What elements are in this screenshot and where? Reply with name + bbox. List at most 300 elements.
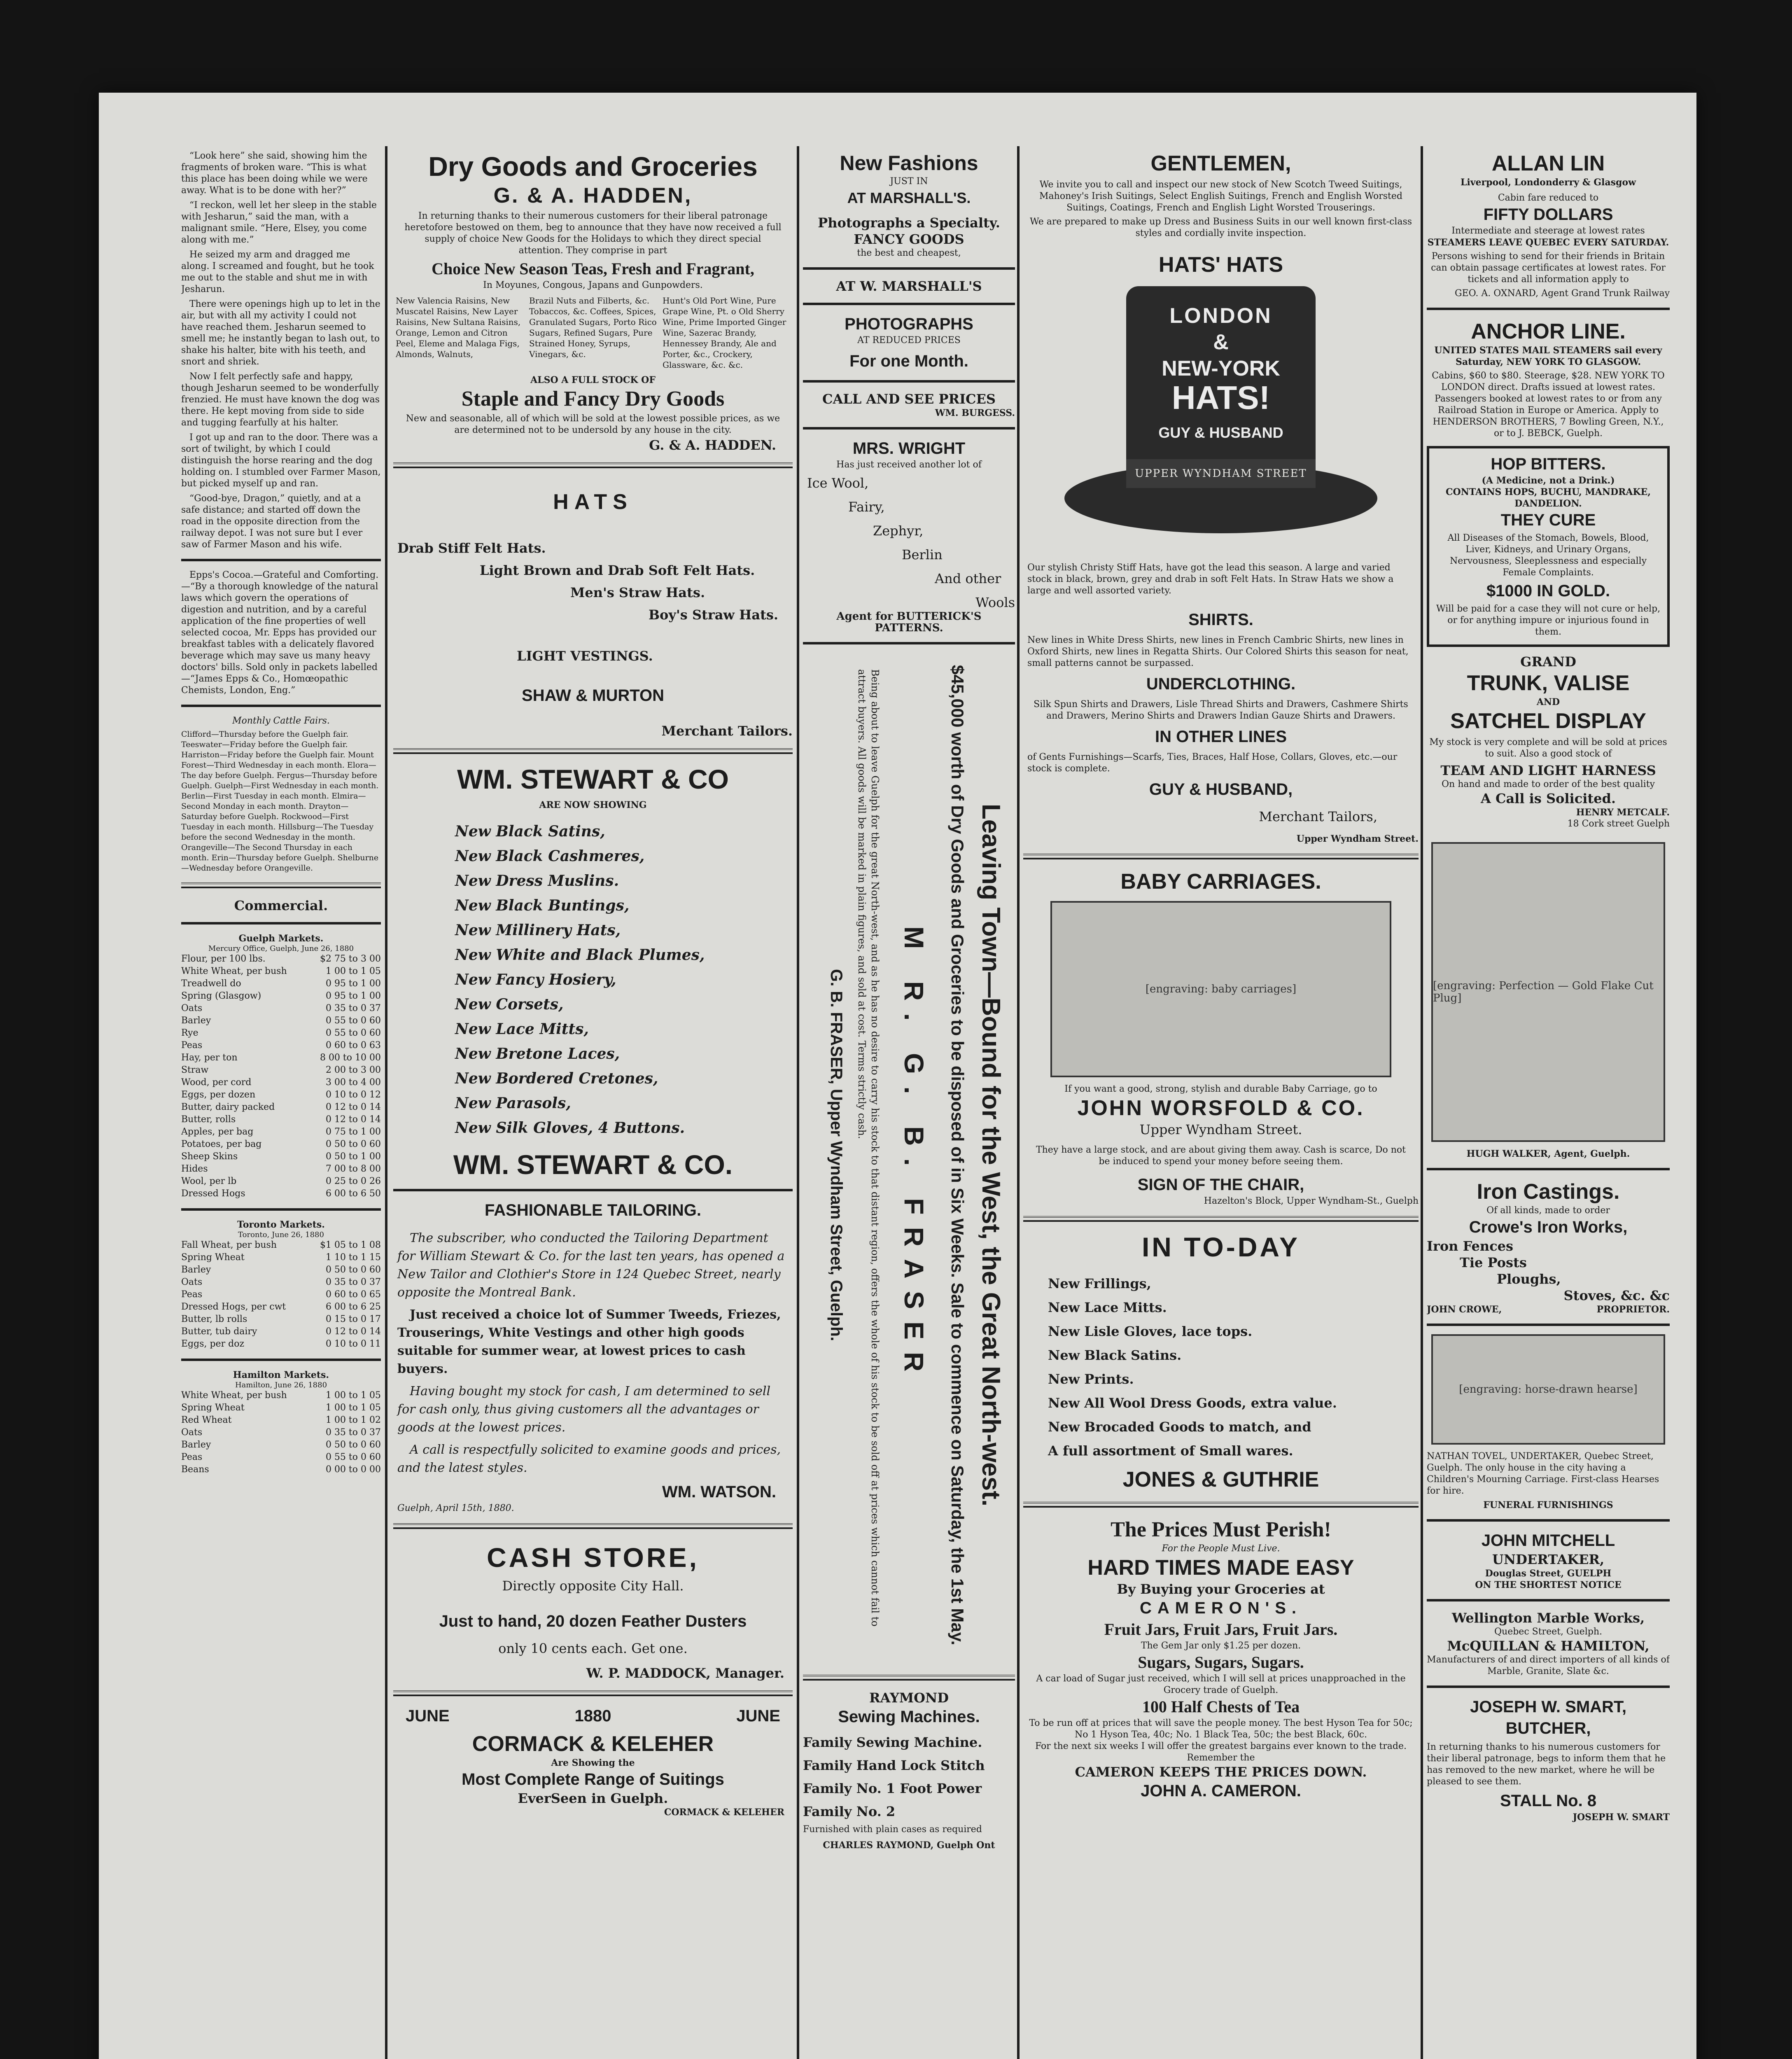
one-month: For one Month. [849, 352, 968, 370]
stewart-item: New Bordered Cretones, [455, 1070, 658, 1087]
market-item: Hides [181, 1164, 208, 1174]
market-row [181, 1002, 381, 1015]
market-price: 0 25 to 0 26 [325, 1176, 381, 1186]
tea-sub2: For the next six weeks I will offer the greatest bargains ever known to the trade. Remember the [1035, 1741, 1407, 1763]
hadden-name: G. & A. HADDEN, [493, 184, 693, 208]
column-rule [797, 146, 799, 2059]
market-row [181, 1464, 381, 1476]
market-row [181, 1101, 381, 1114]
story-paragraph: There were openings high up to let in the air, but with all my activity I could not have reached them. Jesharun seemed to smell me; he instantly began to lash out, to shake his halter, bite with his teeth, and snort and shriek. [181, 299, 380, 367]
harness: TEAM AND LIGHT HARNESS [1440, 763, 1656, 778]
gentlemen-title: GENTLEMEN, [1150, 152, 1291, 175]
fancy-goods: FANCY GOODS [854, 231, 964, 247]
cameron-keeps: CAMERON KEEPS THE PRICES DOWN. [1075, 1764, 1367, 1780]
hearse-illustration: [engraving: horse-drawn hearse] [1431, 1334, 1665, 1445]
sewing-item: Family No. 2 [803, 1804, 896, 1819]
harness-paragraph: On hand and made to order of the best quality [1442, 779, 1655, 789]
june-left: JUNE [406, 1707, 450, 1725]
market-price: 1 00 to 1 05 [325, 966, 381, 976]
cash-store-sub: Directly opposite City Hall. [502, 1578, 684, 1594]
market-item: White Wheat, per bush [181, 966, 287, 976]
market-price: $2 75 to 3 00 [320, 954, 381, 964]
market-item: Spring (Glasgow) [181, 991, 261, 1001]
raymond-signature: CHARLES RAYMOND, Guelph Ont [823, 1840, 995, 1851]
mcquillan: McQUILLAN & HAMILTON, [1447, 1638, 1650, 1654]
reduced: AT REDUCED PRICES [857, 335, 961, 346]
grand: GRAND [1520, 654, 1576, 670]
divider [1427, 1599, 1670, 1601]
commercial-heading: Commercial. [234, 898, 328, 913]
tailoring-p2: Just received a choice lot of Summer Tweeds, Friezes, Trouserings, White Vestings and other high goods suitable for summer wear, at lowest prices to cash buyers. [397, 1307, 781, 1376]
mitchell-sub: UNDERTAKER, [1492, 1552, 1605, 1567]
crowe-row [1427, 1304, 1670, 1315]
market-row [181, 1188, 381, 1200]
market-item: Wood, per cord [181, 1077, 252, 1088]
market-item: Butter, lb rolls [181, 1314, 247, 1324]
toronto-markets-date: Toronto, June 26, 1880 [238, 1230, 324, 1239]
divider [181, 922, 381, 924]
market-item: Peas [181, 1040, 203, 1051]
underclothing-title: UNDERCLOTHING. [1146, 675, 1296, 693]
toronto-markets-title: Toronto Markets. [237, 1219, 325, 1230]
story-paragraph: He seized my arm and dragged me along. I screamed and fought, but he took me out to the stable and shut me in with Jesharun. [181, 250, 374, 294]
market-row [181, 1175, 381, 1188]
market-price: 0 12 to 0 14 [325, 1102, 381, 1112]
hadden-staple-sub: New and seasonable, all of which will be sold at the lowest possible prices, as we are determined not to be undersold by any house in the city. [406, 413, 780, 435]
column-rule [385, 146, 387, 2059]
cash-store-title: CASH STORE, [487, 1542, 699, 1573]
wright-item: Wools [975, 595, 1015, 610]
divider [1023, 854, 1419, 859]
guelph-markets-table [181, 953, 381, 1200]
divider [1427, 1519, 1670, 1522]
anchor-line: ANCHOR LINE. [1471, 320, 1626, 343]
market-item: Barley [181, 1440, 211, 1450]
divider [803, 303, 1015, 305]
iron-castings: Iron Castings. [1477, 1180, 1620, 1204]
market-item: Treadwell do [181, 978, 241, 989]
sewing-item: Family Sewing Machine. [803, 1735, 982, 1750]
hadden-signature: G. & A. HADDEN. [649, 437, 776, 453]
story-paragraph: “Good-bye, Dragon,” quietly, and at a safe distance; and started off down the road in the opposite direction from the railway depot. I was not sure but I ever saw of Farmer Mason and his wife. [181, 493, 363, 550]
anchor-sub: UNITED STATES MAIL STEAMERS sail every Saturday, NEW YORK TO GLASGOW. [1434, 345, 1662, 367]
market-price: 0 95 to 1 00 [325, 991, 381, 1001]
tailoring-p1: The subscriber, who conducted the Tailoring Department for William Stewart & Co. for the last ten years, has opened a New Tailor and Clothier's Store in 124 Quebec Street, nearly opposite the Montreal Bank. [397, 1231, 785, 1300]
market-price: 8 00 to 10 00 [320, 1053, 381, 1063]
metcalf-address: 18 Cork street Guelph [1567, 819, 1670, 829]
hat-line: LONDON [1169, 304, 1272, 328]
hop-sub: (A Medicine, not a Drink.) [1482, 475, 1615, 486]
market-price: 0 12 to 0 14 [325, 1114, 381, 1125]
divider [393, 1189, 793, 1191]
market-row [181, 1402, 381, 1414]
market-row [181, 1313, 381, 1326]
market-row [181, 1126, 381, 1138]
john-cameron: JOHN A. CAMERON. [1141, 1782, 1301, 1800]
allan-sub: Liverpool, Londonderry & Glasgow [1460, 177, 1636, 188]
worsfold: JOHN WORSFOLD & CO. [1077, 1096, 1365, 1120]
cash-store-line2: only 10 cents each. Get one. [498, 1641, 688, 1656]
allan-paragraph: Persons wishing to send for their friends in Britain can obtain passage certificates at lowest rates. For tickets and all information apply to [1431, 251, 1666, 285]
wellington-marble: Wellington Marble Works, [1451, 1610, 1645, 1626]
guy-sub: Merchant Tailors, [1259, 809, 1377, 824]
sugars-sub: A car load of Sugar just received, which I will sell at prices unapproached in the Grocery trade of Guelph. [1036, 1674, 1406, 1695]
tailoring-p3: Having bought my stock for cash, I am determined to sell for cash only, thus giving customers all the advantages or goods at the lowest prices. [397, 1384, 771, 1435]
market-item: Dressed Hogs, per cwt [181, 1302, 286, 1312]
market-item: Butter, dairy packed [181, 1102, 275, 1112]
hat-band-street: UPPER WYNDHAM STREET [1126, 459, 1316, 488]
today-item: A full assortment of Small wares. [1048, 1443, 1293, 1459]
epps-cocoa-notice: Epps's Cocoa.—Grateful and Comforting.—“By a thorough knowledge of the natural laws which govern the operations of digestion and nutrition, and by a careful application of the fine properties of well selected cocoa, Mr. Epps has provided our breakfast tables with a delicately flavored beverage which may save us many heavy doctors' bills. Sold only in packets labelled—“James Epps & Co., Homœopathic Chemists, London, Eng.” [181, 570, 379, 696]
market-item: Spring Wheat [181, 1252, 245, 1263]
raymond: RAYMOND [869, 1690, 949, 1706]
fruit-jars: Fruit Jars, Fruit Jars, Fruit Jars. [1104, 1620, 1338, 1639]
iron-sub: Of all kinds, made to order [1486, 1205, 1610, 1216]
marshall: AT MARSHALL'S. [847, 189, 971, 206]
wright-item: Ice Wool, [807, 475, 869, 491]
fashions-title: New Fashions [840, 152, 978, 175]
market-row [181, 1076, 381, 1089]
market-price: 2 00 to 3 00 [325, 1065, 381, 1075]
market-item: Eggs, per doz [181, 1339, 245, 1349]
hop-paragraph2: Will be paid for a case they will not cure or help, or for anything impure or injurious found in them. [1436, 604, 1661, 637]
hats-line: Boy's Straw Hats. [649, 607, 779, 623]
hadden-goods-col: Brazil Nuts and Filberts, &c. Tobaccos, &c. Coffees, Spices, Granulated Sugars, Porto Rico Sugars, Refined Sugars, Pure Strained Honey, Syrups, Vinegars, &c. [529, 296, 657, 359]
market-row [181, 1338, 381, 1350]
stewart-showing: ARE NOW SHOWING [539, 800, 647, 810]
market-price: 1 00 to 1 05 [325, 1403, 381, 1413]
mitchell-address: Douglas Street, GUELPH [1485, 1568, 1612, 1579]
fraser-rotated [826, 653, 1007, 1657]
market-item: White Wheat, per bush [181, 1390, 287, 1401]
shirts-paragraph: New lines in White Dress Shirts, new lines in French Cambric Shirts, new lines in Oxford Shirts, new lines in Regatta Shirts. Our Colored Shirts this season for neat, small patterns cannot be surpassed. [1027, 635, 1409, 668]
market-price: 0 00 to 0 00 [325, 1464, 381, 1475]
hat-band-name: GUY & HUSBAND [1158, 424, 1283, 441]
hats-hats: HATS' HATS [1158, 253, 1283, 277]
divider [1023, 1216, 1419, 1222]
hop-bitters: HOP BITTERS. [1491, 455, 1606, 473]
market-item: Wool, per lb [181, 1176, 237, 1186]
satchel-paragraph: My stock is very complete and will be sold at prices to suit. Also a good stock of [1429, 737, 1667, 759]
john-crowe: JOHN CROWE, [1427, 1304, 1502, 1315]
toronto-markets-table [181, 1239, 381, 1350]
smart-paragraph: In returning thanks to his numerous customers for their liberal patronage, begs to inform them that he has removed to the new market, where he will be pleased to see them. [1427, 1742, 1666, 1787]
market-item: Oats [181, 1277, 203, 1287]
divider [181, 705, 381, 707]
fraser-ad [803, 653, 1015, 1666]
column-fashions [803, 150, 1015, 2059]
market-row [181, 1151, 381, 1163]
metcalf: HENRY METCALF. [1576, 807, 1670, 818]
market-item: Peas [181, 1452, 203, 1462]
mcquillan-sub: Manufacturers of and direct importers of all kinds of Marble, Granite, Slate &c. [1427, 1655, 1670, 1676]
market-item: Oats [181, 1003, 203, 1013]
stoves: Stoves, &c. &c [1563, 1288, 1670, 1303]
stewart-item: New Black Cashmeres, [455, 847, 645, 865]
john-mitchell: JOHN MITCHELL [1481, 1531, 1615, 1550]
market-item: Spring Wheat [181, 1403, 245, 1413]
market-price: 6 00 to 6 50 [325, 1188, 381, 1199]
burgess: WM. BURGESS. [935, 408, 1015, 418]
market-price: 0 55 to 0 60 [325, 1452, 381, 1462]
market-item: Dressed Hogs [181, 1188, 245, 1199]
hadden-goods-col: Hunt's Old Port Wine, Pure Grape Wine, Pt. o Old Sherry Wine, Prime Imported Ginger Wine, Sazerac Brandy, Hennessey Brandy, Ale and Porter, &c., Crockery, Glassware, &c. &c. [663, 296, 786, 370]
hats-line: Men's Straw Hats. [570, 585, 705, 600]
market-price: 0 15 to 0 17 [325, 1314, 381, 1324]
cormack-signature: CORMACK & KELEHER [664, 1807, 784, 1818]
market-price: 0 35 to 0 37 [325, 1003, 381, 1013]
hat-line: NEW-YORK [1162, 357, 1280, 381]
hadden-teas-sub: In Moyunes, Congous, Japans and Gunpowders. [483, 280, 703, 290]
gentlemen-p1: We invite you to call and inspect our new stock of New Scotch Tweed Suitings, Mahoney's Irish Suitings, Select English Suitings, French and English Worsted Suitings, Coatings, French and English Light Worsted Trouserings. [1039, 180, 1402, 213]
market-price: 0 50 to 0 60 [325, 1265, 381, 1275]
market-item: Fall Wheat, per bush [181, 1240, 277, 1250]
stewart-item: New Corsets, [455, 996, 564, 1013]
column-dry-goods [393, 150, 793, 2059]
market-row [181, 1064, 381, 1076]
allan-inter: Intermediate and steerage at lowest rates [1451, 226, 1645, 236]
divider [1427, 1168, 1670, 1170]
hadden-goods [396, 295, 790, 370]
market-row [181, 1027, 381, 1039]
market-row [181, 1439, 381, 1451]
wellington-sub: Quebec Street, Guelph. [1494, 1627, 1602, 1637]
market-item: Potatoes, per bag [181, 1139, 262, 1149]
sewing-machines: Sewing Machines. [838, 1708, 980, 1726]
stewart-title-2: WM. STEWART & CO. [453, 1149, 733, 1180]
hats-title: HATS [553, 490, 633, 514]
wmarshall: AT W. MARSHALL'S [836, 278, 982, 294]
hat-line: HATS! [1171, 379, 1270, 416]
baby-carriages-illustration: [engraving: baby carriages] [1050, 901, 1391, 1077]
divider [393, 1523, 793, 1529]
market-row [181, 953, 381, 965]
market-price: 0 60 to 0 65 [325, 1289, 381, 1300]
wright-item: Berlin [902, 547, 943, 563]
tie-posts: Tie Posts [1460, 1255, 1527, 1270]
today-item: New Lace Mitts. [1048, 1300, 1167, 1315]
sign-of-chair: SIGN OF THE CHAIR, [1137, 1176, 1304, 1194]
crowe-iron-works: Crowe's Iron Works, [1469, 1218, 1628, 1236]
today-item: New All Wool Dress Goods, extra value. [1048, 1395, 1337, 1411]
hamilton-markets-table [181, 1389, 381, 1476]
cormack-sub: Are Showing the [551, 1758, 635, 1768]
market-row [181, 1138, 381, 1151]
watson-signature: WM. WATSON. [662, 1483, 776, 1501]
market-item: Straw [181, 1065, 209, 1075]
market-row [181, 1251, 381, 1264]
market-item: Red Wheat [181, 1415, 232, 1425]
allan-cabin: Cabin fare reduced to [1498, 193, 1599, 203]
stewart-item: New Fancy Hosiery, [455, 971, 616, 988]
fraser-signature: G. B. FRASER, Upper Wyndham Street, Guelph. [827, 969, 845, 1341]
divider [803, 1675, 1015, 1681]
story-paragraph: I got up and ran to the door. There was a sort of twilight, by which I could distinguish the horse rearing and the dog holding on. I stumbled over Farmer Mason, but picked myself up and ran. [181, 432, 381, 489]
hadden-teas: Choice New Season Teas, Fresh and Fragrant, [432, 259, 754, 278]
butterick: Agent for BUTTERICK'S PATTERNS. [836, 610, 982, 634]
market-price: 0 35 to 0 37 [325, 1427, 381, 1438]
tailoring-p4: A call is respectfully solicited to examine goods and prices, and the latest styles. [397, 1443, 781, 1475]
market-price: 7 00 to 8 00 [325, 1164, 381, 1174]
today-item: New Lisle Gloves, lace tops. [1048, 1324, 1253, 1339]
column-gentlemen [1023, 150, 1419, 2059]
market-price: 1 00 to 1 02 [325, 1415, 381, 1425]
hop-gold: $1000 IN GOLD. [1486, 582, 1610, 600]
cormack-title: CORMACK & KELEHER [472, 1732, 714, 1756]
sewing-item: Family Hand Lock Stitch [803, 1758, 985, 1773]
hamilton-markets-title: Hamilton Markets. [233, 1370, 329, 1380]
call-solicited: A Call is Solicited. [1481, 791, 1616, 806]
buying-line: By Buying your Groceries at [1117, 1581, 1325, 1597]
hats-line: Drab Stiff Felt Hats. [397, 540, 546, 556]
divider [803, 380, 1015, 383]
tailoring-title: FASHIONABLE TAILORING. [485, 1201, 701, 1219]
hats-line: Light Brown and Drab Soft Felt Hats. [480, 563, 755, 578]
divider [1427, 1685, 1670, 1688]
stewart-item: New Millinery Hats, [455, 922, 621, 939]
market-price: 0 55 to 0 60 [325, 1028, 381, 1038]
fairs-list: Clifford—Thursday before the Guelph fair. Teeswater—Friday before the Guelph fair. Harriston—Friday before the Guelph fair. Mount Forest—Third Wednesday in each month. Elora—The day before Guelph. Fergus—Thursday before Guelph. Guelph—First Wednesday in each month. Berlin—First Tuesday in each month. Elmira—Second Monday in each month. Drayton—Saturday before Guelph. Rockwood—First Tuesday in each month. Hillsburg—The Tuesday before the second Wednesday in the month. Orangeville—The Second Thursday in each month. Erin—Thursday before Guelph. Shelburne—Wednesday before Orangeville. [181, 730, 379, 873]
butcher: BUTCHER, [1505, 1719, 1591, 1737]
hat-line: & [1213, 330, 1229, 354]
divider [1427, 1324, 1670, 1326]
guelph-markets-title: Guelph Markets. [238, 933, 324, 944]
proprietor: PROPRIETOR. [1596, 1304, 1670, 1315]
wright-sub: Has just received another lot of [836, 460, 982, 470]
anchor-paragraph: Cabins, $60 to $80. Steerage, $28. NEW YORK TO LONDON direct. Drafts issued at lowest rates. Passengers booked at lowest rates to or from any Railroad Station in Europe or America. Apply to HENDERSON BROTHERS, 7 Bowling Green, N.Y., or to J. BEBCK, Guelph. [1432, 371, 1665, 439]
stewart-item: New Dress Muslins. [455, 872, 619, 889]
newspaper-page [99, 93, 1696, 2059]
market-price: 0 12 to 0 14 [325, 1326, 381, 1337]
perish-title: The Prices Must Perish! [1111, 1518, 1331, 1541]
market-item: Peas [181, 1289, 203, 1300]
market-row [181, 1276, 381, 1289]
market-price: 0 55 to 0 60 [325, 1015, 381, 1026]
divider [803, 427, 1015, 430]
hadden-intro: In returning thanks to their numerous customers for their liberal patronage heretofore bestowed on them, beg to announce that they have now received a full supply of choice New Goods for the Holidays to which they direct special attention. They comprise in part [404, 211, 782, 256]
market-item: Sheep Skins [181, 1151, 238, 1162]
shortest-notice: ON THE SHORTEST NOTICE [1475, 1580, 1622, 1590]
market-row [181, 1414, 381, 1426]
fairs-title: Monthly Cattle Fairs. [232, 716, 330, 726]
market-price: 1 10 to 1 15 [325, 1252, 381, 1263]
market-row [181, 990, 381, 1002]
market-price: 0 50 to 1 00 [325, 1151, 381, 1162]
market-item: Butter, rolls [181, 1114, 236, 1125]
divider [181, 1359, 381, 1361]
market-price: 3 00 to 4 00 [325, 1077, 381, 1088]
market-price: 0 50 to 0 60 [325, 1139, 381, 1149]
column-rule [1421, 146, 1423, 2059]
photographs: PHOTOGRAPHS [845, 315, 973, 333]
market-price: 1 00 to 1 05 [325, 1390, 381, 1401]
june-row [393, 1705, 793, 1727]
just-in: JUST IN [890, 176, 928, 187]
divider [393, 1690, 793, 1696]
iron-fences: Iron Fences [1427, 1238, 1514, 1254]
trunk-valise: TRUNK, VALISE [1467, 671, 1630, 695]
column-rule [1017, 146, 1020, 2059]
market-row [181, 1039, 381, 1052]
market-item: Eggs, per dozen [181, 1090, 256, 1100]
hop-bitters-box [1427, 446, 1670, 647]
stewart-item: New Silk Gloves, 4 Buttons. [455, 1119, 685, 1137]
market-row [181, 1264, 381, 1276]
cash-store-line: Just to hand, 20 dozen Feather Dusters [439, 1612, 747, 1630]
market-item: Barley [181, 1265, 211, 1275]
market-item: Rye [181, 1028, 198, 1038]
market-item: Beans [181, 1464, 209, 1475]
jones-guthrie: JONES & GUTHRIE [1122, 1468, 1319, 1492]
today-item: New Frillings, [1048, 1276, 1151, 1291]
divider [803, 642, 1015, 644]
hamilton-markets-date: Hamilton, June 26, 1880 [235, 1381, 327, 1389]
hugh-walker: HUGH WALKER, Agent, Guelph. [1466, 1149, 1630, 1159]
smart-signature: JOSEPH W. SMART [1573, 1812, 1670, 1823]
gentlemen-p2: We are prepared to make up Dress and Business Suits in our well known first-class styles and cordially invite inspection. [1029, 217, 1412, 238]
fraser-leaving: Leaving Town—Bound for the West, the Great North-west. [977, 803, 1005, 1507]
cash-store-signature: W. P. MADDOCK, Manager. [586, 1665, 784, 1681]
market-price: 0 50 to 0 60 [325, 1440, 381, 1450]
divider [1023, 1502, 1419, 1508]
market-row [181, 978, 381, 990]
divider [1427, 308, 1670, 310]
ploughs: Ploughs, [1497, 1271, 1561, 1287]
market-row [181, 1426, 381, 1439]
market-row [181, 1015, 381, 1027]
worsfold-paragraph: They have a large stock, and are about giving them away. Cash is scarce, Do not be induced to spend your money before seeing them. [1036, 1145, 1406, 1167]
market-price: 0 95 to 1 00 [325, 978, 381, 989]
vestings: LIGHT VESTINGS. [517, 648, 653, 664]
market-price: 6 00 to 6 25 [325, 1302, 381, 1312]
stewart-title: WM. STEWART & CO [457, 764, 729, 794]
other-lines-title: IN OTHER LINES [1155, 728, 1287, 746]
stewart-item: New Black Satins, [455, 823, 605, 840]
divider [803, 267, 1015, 270]
fraser-name: M R. G. B. FRASER [899, 926, 929, 1384]
column-story-markets [181, 150, 381, 2059]
market-price: 0 10 to 0 11 [325, 1339, 381, 1349]
hadden-title: Dry Goods and Groceries [428, 151, 758, 182]
in-today-title: IN TO-DAY [1141, 1232, 1300, 1262]
market-row [181, 965, 381, 978]
market-item: Butter, tub dairy [181, 1326, 257, 1337]
underclothing-paragraph: Silk Spun Shirts and Drawers, Lisle Thread Shirts and Drawers, Cashmere Shirts and Drawers, Merino Shirts and Drawers Indian Gauze Shirts and Drawers. [1034, 699, 1408, 721]
shirts-title: SHIRTS. [1188, 611, 1253, 629]
story-paragraph: “I reckon, well let her sleep in the stable with Jesharun,” said the man, with a malignant smile. “Here, Elsey, you come along with me.” [181, 200, 377, 245]
watson-date: Guelph, April 15th, 1880. [397, 1503, 514, 1513]
tea: 100 Half Chests of Tea [1142, 1697, 1300, 1716]
market-row [181, 1389, 381, 1402]
market-row [181, 1451, 381, 1464]
allan-steamers: STEAMERS LEAVE QUEBEC EVERY SATURDAY. [1427, 237, 1669, 248]
hop-cure: THEY CURE [1500, 511, 1596, 529]
funeral-furnishings: FUNERAL FURNISHINGS [1483, 1500, 1613, 1510]
sugars: Sugars, Sugars, Sugars. [1138, 1653, 1304, 1671]
shaw-sub: Merchant Tailors. [661, 723, 793, 739]
wright-item: And other [935, 571, 1001, 586]
stewart-item: New Parasols, [455, 1095, 571, 1112]
fancy-goods-sub: the best and cheapest, [857, 248, 961, 258]
story-paragraph: Now I felt perfectly safe and happy, though Jesharun seemed to be wonderfully frenzied. He must have known the dog was there. He kept moving from side to side and tugging fearfully at his halter. [181, 371, 380, 428]
story-paragraph: “Look here” she said, showing him the fragments of broken ware. “This is what this place has been doing while we were away. What is to be done with her?” [181, 151, 368, 196]
market-price: 0 60 to 0 63 [325, 1040, 381, 1051]
call-see-prices: CALL AND SEE PRICES [822, 391, 996, 407]
today-item: New Black Satins. [1048, 1347, 1182, 1363]
market-row [181, 1089, 381, 1101]
market-row [181, 1289, 381, 1301]
fruit-jars-sub: The Gem Jar only $1.25 per dozen. [1141, 1641, 1301, 1651]
